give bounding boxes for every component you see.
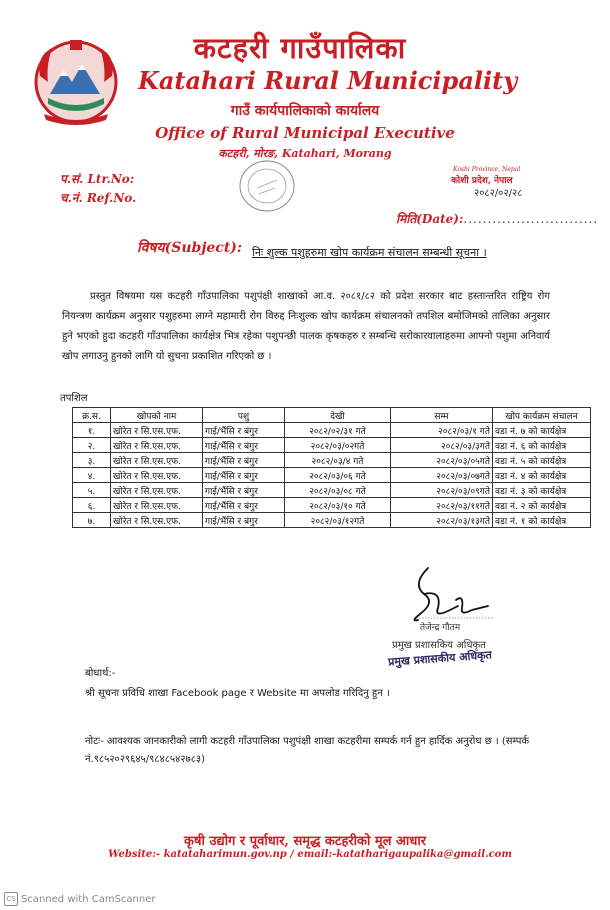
municipality-title-en: Katahari Rural Municipality — [138, 66, 518, 95]
cell-animal: गाई/भैंसि र बंगुर — [203, 468, 285, 483]
cell-from: २०८२/०३/०२गते — [285, 438, 391, 453]
table-row — [73, 423, 591, 438]
subject-text: निः शुल्क पशुहरुमा खोप कार्यक्रम संचालन सम्बन्धी सूचना । — [252, 246, 487, 259]
cell-serial: ६. — [73, 498, 111, 513]
cell-animal: गाई/भैंसि र बंगुर — [203, 453, 285, 468]
cell-serial: ५. — [73, 483, 111, 498]
cell-to: २०८२/०३/०९गते — [391, 483, 493, 498]
table-row — [73, 513, 591, 528]
province-en: Koshi Province, Nepal — [453, 166, 521, 173]
schedule-label: तपशिल — [60, 393, 88, 404]
cell-animal: गाई/भैंसि र बंगुर — [203, 498, 285, 513]
cell-from: २०८२/०३/१० गते — [285, 498, 391, 513]
cell-ward: वडा नं. ३ को कार्यक्षेत्र — [493, 483, 591, 498]
scanner-text: Scanned with CamScanner — [21, 894, 156, 905]
cell-ward: वडा नं. ६ को कार्यक्षेत्र — [493, 438, 591, 453]
cell-vaccine: खोरेत र सि.एस.एफ. — [111, 468, 203, 483]
letter-number-label: प.सं. Ltr.No: — [60, 172, 135, 186]
date-dots: ............................ — [463, 212, 599, 226]
col-header-ward: खोप कार्यक्रम संचालन — [493, 408, 591, 423]
cell-from: २०८२/०३/०८ गते — [285, 483, 391, 498]
cell-to: २०८२/०३/१३गते — [391, 513, 493, 528]
cell-to: २०८२/०३/३गते — [391, 438, 493, 453]
cell-vaccine: खोरेत र सि.एस.एफ. — [111, 423, 203, 438]
cell-ward: वडा नं. १ को कार्यक्षेत्र — [493, 513, 591, 528]
cell-from: २०८२/०३/०६ गते — [285, 468, 391, 483]
bodhartha-label: बोधार्थ:- — [85, 668, 116, 679]
cell-to: २०८२/०३/११गते — [391, 498, 493, 513]
table-row — [73, 468, 591, 483]
subject-label: विषय(Subject): — [137, 240, 243, 256]
cell-from: २०८२/०३/१२गते — [285, 513, 391, 528]
cell-ward: वडा नं. ७ को कार्यक्षेत्र — [493, 423, 591, 438]
scanner-watermark — [4, 892, 156, 906]
office-title-en: Office of Rural Municipal Executive — [155, 124, 455, 142]
col-header-from: देखी — [285, 408, 391, 423]
camscanner-logo-icon: CS — [4, 892, 18, 906]
cell-from: २०८२/०२/३१ गते — [285, 423, 391, 438]
municipality-title-np: कटहरी गाउँपालिका — [193, 31, 407, 65]
signatory-title: प्रमुख प्रशासकिय अधिकृत — [392, 640, 486, 651]
nepal-emblem-logo — [30, 36, 122, 128]
contact-note: नोटः- आवश्यक जानकारीको लागी कटहरी गाँउपालिका पशुपंक्षी शाखा कटहरीमा सम्पर्क गर्न हुन हार्दिक अनुरोध छ । (सम्पर्क नं.९८५२०२९६४५/९८४८५४२७८३) — [85, 736, 530, 765]
table-row — [73, 498, 591, 513]
notice-body — [62, 287, 550, 367]
reference-number-label: च.नं. Ref.No. — [60, 191, 137, 205]
cell-vaccine: खोरेत र सि.एस.एफ. — [111, 483, 203, 498]
footer-website-email: Website:- katataharimun.gov.np / email:-katatharigaupalika@gmail.com — [108, 849, 512, 860]
cell-serial: २. — [73, 438, 111, 453]
table-row — [73, 438, 591, 453]
cell-serial: ३. — [73, 453, 111, 468]
cell-animal: गाई/भैंसि र बंगुर — [203, 438, 285, 453]
office-seal-stamp — [237, 158, 297, 214]
date-line — [396, 210, 598, 227]
cell-to: २०८२/०३/१ गते — [391, 423, 493, 438]
date-label: मिति(Date): — [396, 212, 464, 226]
cell-serial: १. — [73, 423, 111, 438]
office-address: कटहरी, मोरङ, Katahari, Morang — [218, 147, 392, 160]
col-header-vaccine: खोपको नाम — [111, 408, 203, 423]
cell-vaccine: खोरेत र सि.एस.एफ. — [111, 453, 203, 468]
cell-to: २०८२/०३/०५गते — [391, 453, 493, 468]
cell-to: २०८२/०३/०७गते — [391, 468, 493, 483]
table-row — [73, 483, 591, 498]
vaccination-schedule-table — [72, 407, 591, 528]
handwritten-date: २०८२/०२/२८ — [474, 188, 523, 199]
col-header-to: सम्म — [391, 408, 493, 423]
cell-from: २०८२/०३/४ गते — [285, 453, 391, 468]
cell-vaccine: खोरेत र सि.एस.एफ. — [111, 438, 203, 453]
cell-ward: वडा नं. ४ को कार्यक्षेत्र — [493, 468, 591, 483]
handwritten-signature — [398, 560, 498, 628]
cell-animal: गाई/भैंसि र बंगुर — [203, 423, 285, 438]
cell-serial: ७. — [73, 513, 111, 528]
signatory-stamp: प्रमुख प्रशासकीय अधिकृत — [387, 648, 493, 669]
bodhartha-item: श्री सूचना प्रविधि शाखा Facebook page र Website मा अपलोड गरिदिनु हुन । — [85, 688, 390, 699]
footer-slogan: कृषी उद्योग र पूर्वाधार, समृद्ध कटहरीको मूल आधार — [183, 834, 427, 849]
table-header-row — [73, 408, 591, 423]
cell-ward: वडा नं. २ को कार्यक्षेत्र — [493, 498, 591, 513]
office-title-np: गाउँ कार्यपालिकाको कार्यालय — [230, 103, 380, 119]
cell-serial: ४. — [73, 468, 111, 483]
signatory-name: तेजेन्द्र गौतम — [420, 623, 461, 633]
cell-vaccine: खोरेत र सि.एस.एफ. — [111, 513, 203, 528]
table-row — [73, 453, 591, 468]
province-np: कोशी प्रदेश, नेपाल — [451, 176, 513, 186]
col-header-serial: क्र.स. — [73, 408, 111, 423]
cell-animal: गाई/भैंसि र बंगुर — [203, 513, 285, 528]
cell-vaccine: खोरेत र सि.एस.एफ. — [111, 498, 203, 513]
cell-animal: गाई/भैंसि र बंगुर — [203, 483, 285, 498]
col-header-animal: पशु — [203, 408, 285, 423]
body-paragraph: प्रस्तुत विषयमा यस कटहरी गाँउपालिका पशुपंक्षी शाखाको आ.व. २०८१/८२ को प्रदेश सरकार बाट हस्तान्तरित राष्ट्रिय रोग नियन्त्रण कार्यक्रम अनुसार पशुहरुमा लाग्ने महामारी रोग विरुद्द निःशुल्क खोप कार्यक्रम संचालनको तपशिल बमोजिमको तालिका अनुसार हुने भएको हुदा कटहरी गाँउपालिका कार्यक्षेत्र भित्र रहेका पशुपन्छी पालक कृषकहरु र सम्बन्धि सरोकारवालाहरुमा आफ्नो पशुमा अनिवार्य खोप लगाउनु हुनको लागि यो सुचना प्रकाशित गरिएको छ । — [62, 291, 550, 362]
cell-ward: वडा नं. ५ को कार्यक्षेत्र — [493, 453, 591, 468]
